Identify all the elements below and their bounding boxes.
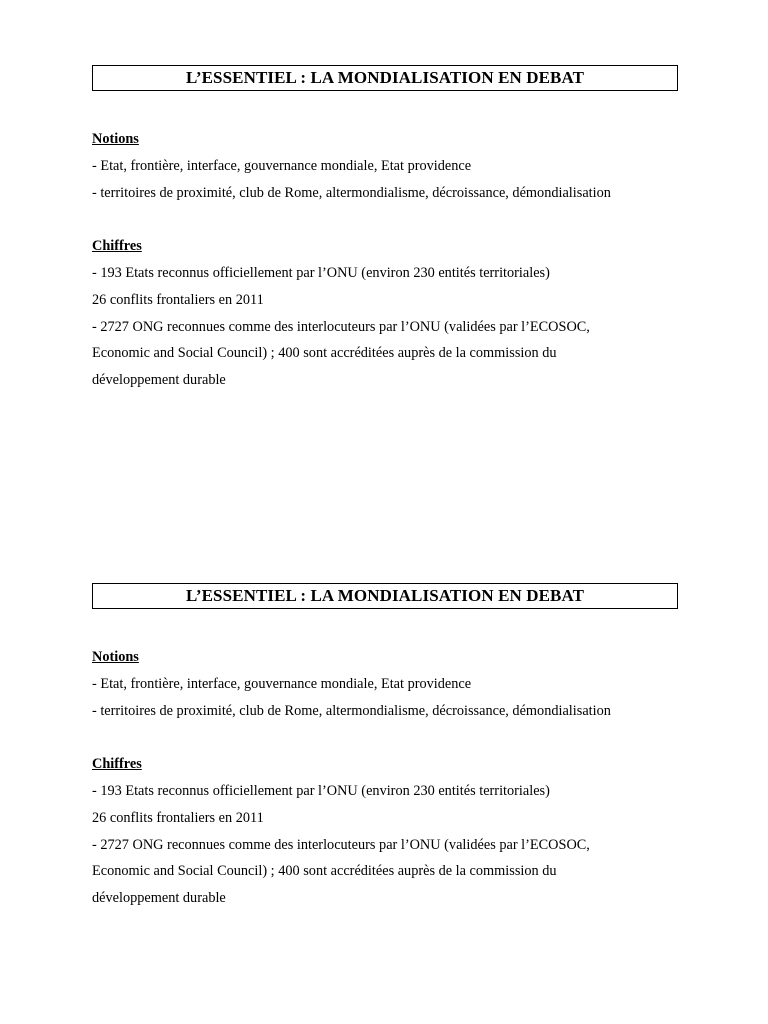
chiffres-heading: Chiffres [92, 238, 142, 255]
chiffres-block [92, 233, 678, 394]
chiffres-line: développement durable [92, 890, 226, 907]
summary-section-2 [92, 583, 678, 912]
notions-item: - Etat, frontière, interface, gouvernance mondiale, Etat providence [92, 157, 472, 174]
chiffres-line: - 193 Etats reconnus officiellement par l’ONU (environ 230 entités territoriales) [92, 264, 550, 281]
section-title: L’ESSENTIEL : LA MONDIALISATION EN DEBAT [92, 65, 678, 91]
notions-block [92, 644, 678, 724]
chiffres-heading: Chiffres [92, 756, 142, 773]
chiffres-line: - 2727 ONG reconnues comme des interlocuteurs par l’ONU (validées par l’ECOSOC, [92, 836, 590, 853]
section-title: L’ESSENTIEL : LA MONDIALISATION EN DEBAT [92, 583, 678, 609]
chiffres-line: 26 conflits frontaliers en 2011 [92, 809, 264, 826]
chiffres-line: 26 conflits frontaliers en 2011 [92, 291, 264, 308]
chiffres-line: - 193 Etats reconnus officiellement par l’ONU (environ 230 entités territoriales) [92, 782, 550, 799]
notions-item: - Etat, frontière, interface, gouvernance mondiale, Etat providence [92, 675, 472, 692]
chiffres-line: Economic and Social Council) ; 400 sont accréditées auprès de la commission du [92, 863, 557, 880]
chiffres-line: Economic and Social Council) ; 400 sont accréditées auprès de la commission du [92, 345, 557, 362]
notions-block [92, 126, 678, 206]
notions-heading: Notions [92, 649, 139, 665]
chiffres-block [92, 751, 678, 912]
notions-item: - territoires de proximité, club de Rome, altermondialisme, décroissance, démondialisation [92, 702, 611, 719]
summary-section-1 [92, 65, 678, 394]
chiffres-line: - 2727 ONG reconnues comme des interlocuteurs par l’ONU (validées par l’ECOSOC, [92, 318, 590, 335]
notions-heading: Notions [92, 131, 139, 147]
notions-item: - territoires de proximité, club de Rome, altermondialisme, décroissance, démondialisation [92, 184, 611, 201]
chiffres-line: développement durable [92, 372, 226, 389]
